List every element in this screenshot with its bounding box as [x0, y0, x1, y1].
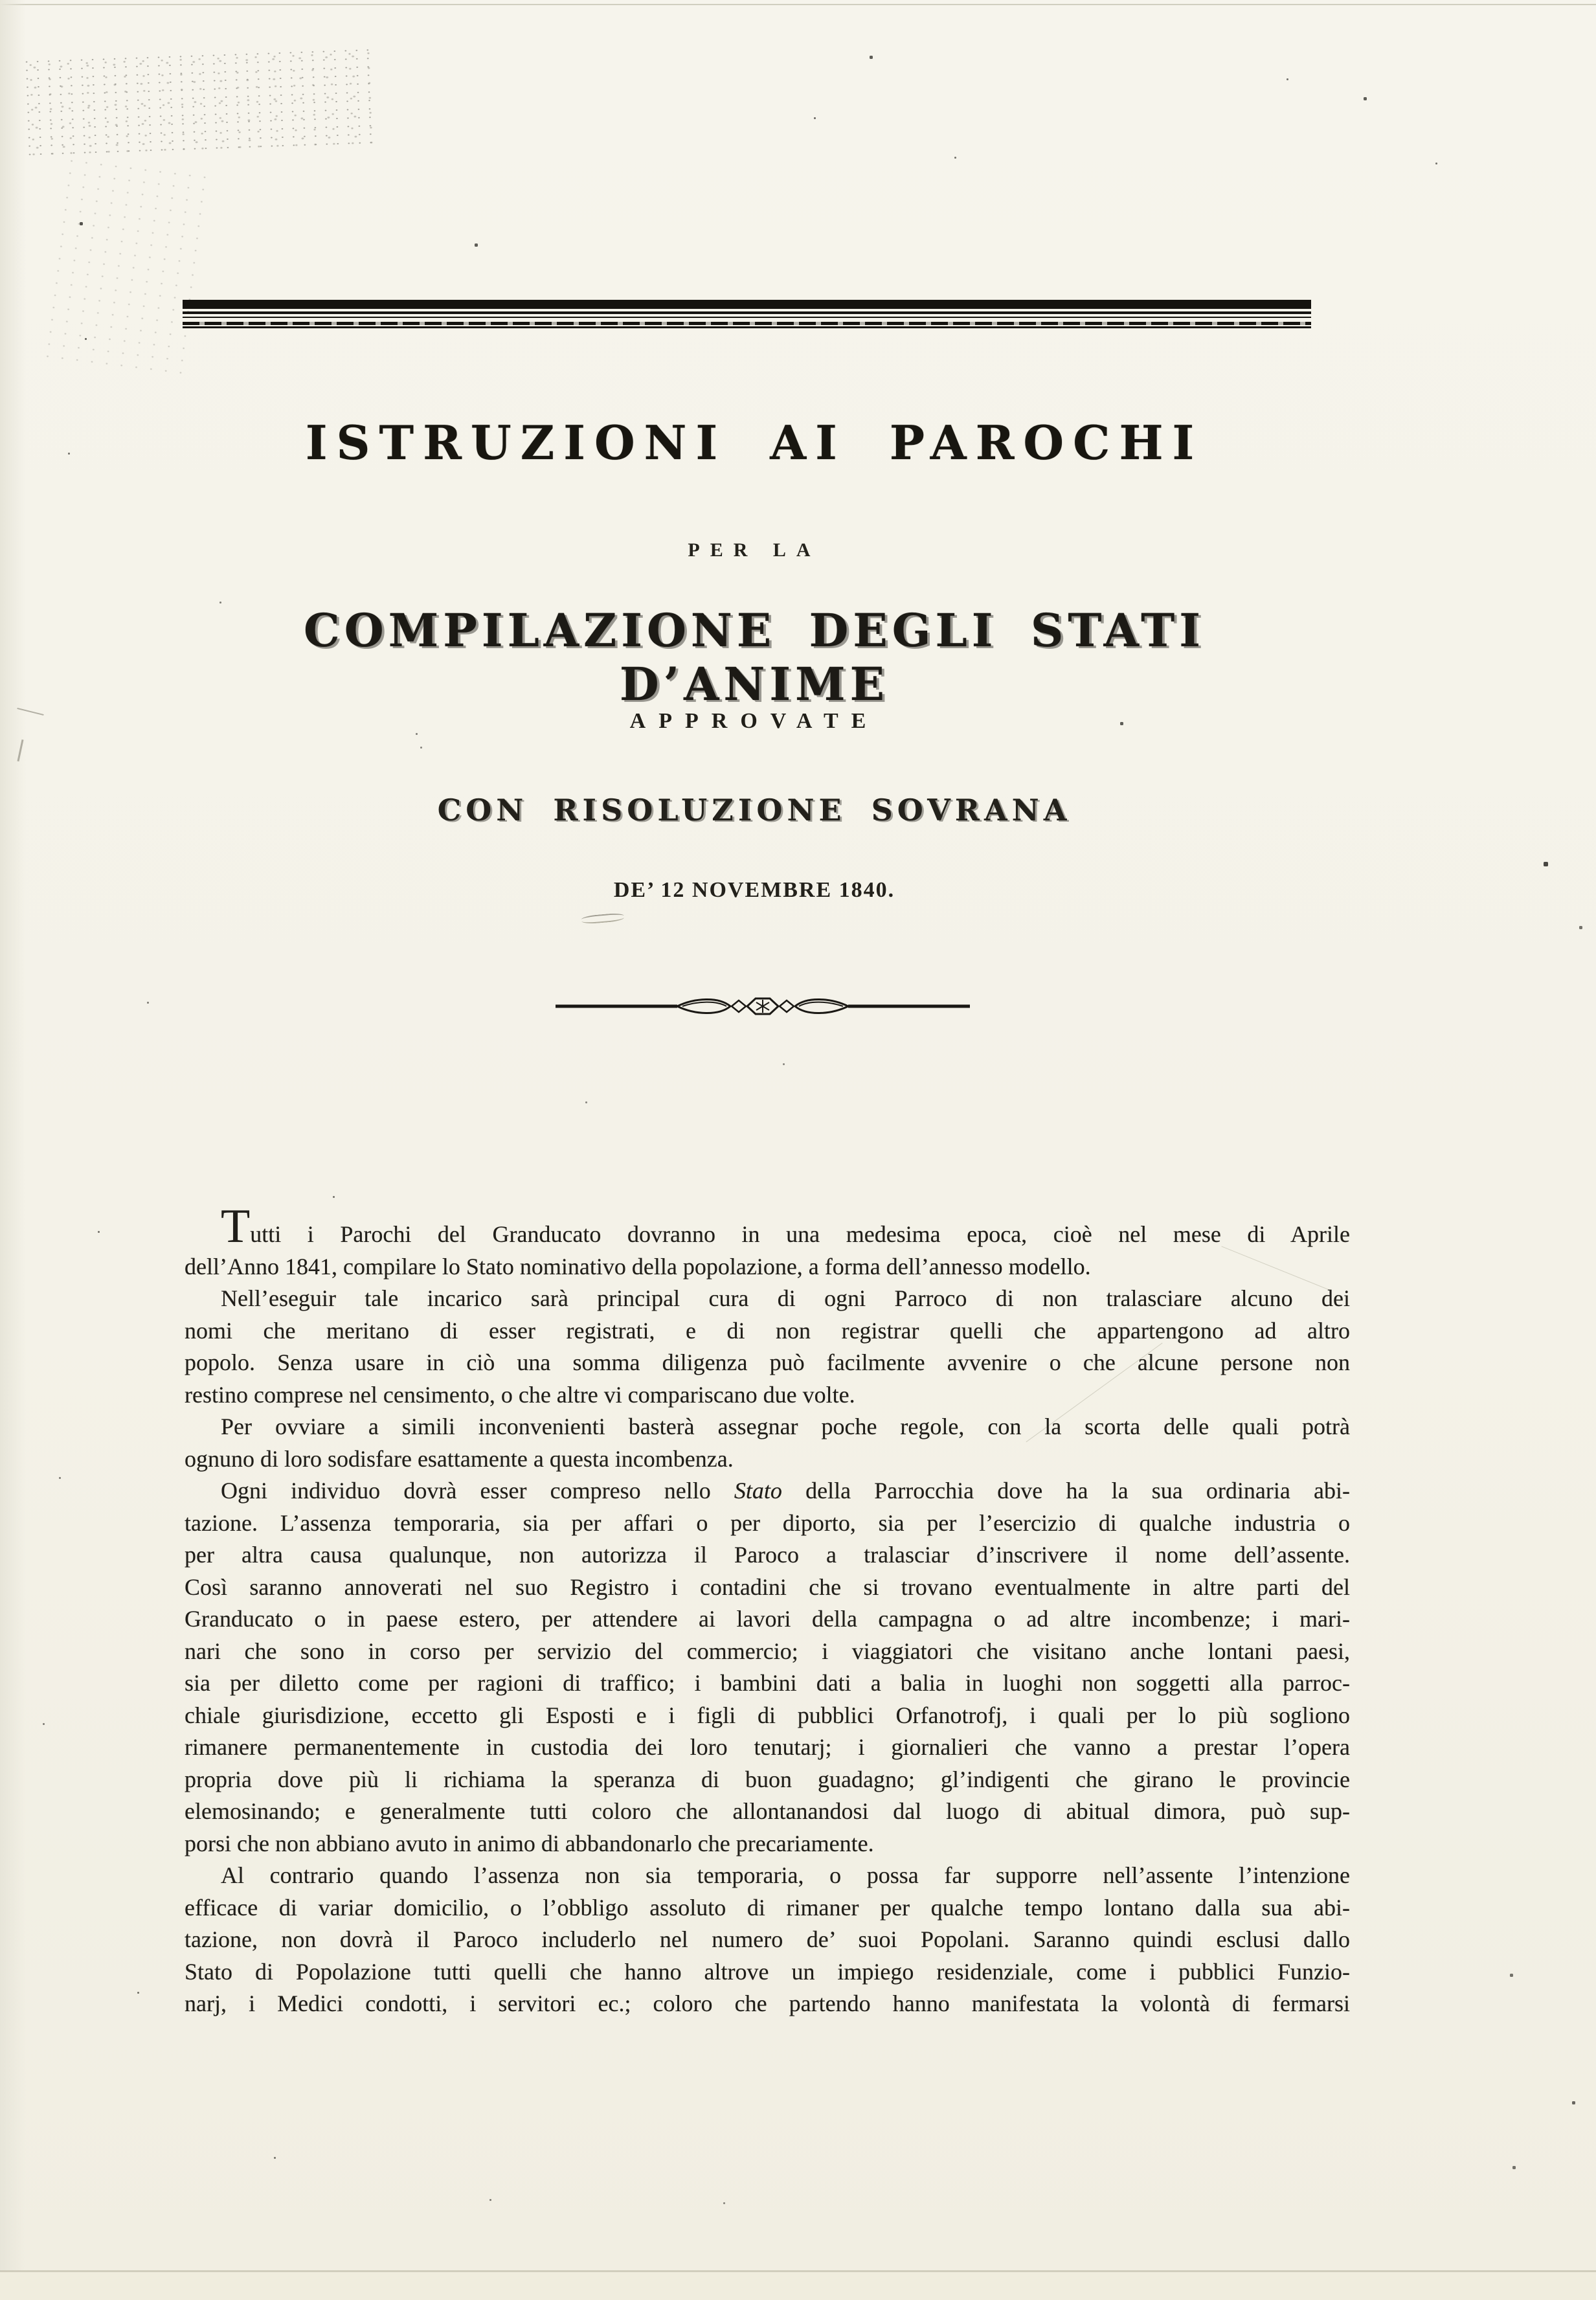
text-line: propria dove più li richiama la speranza di buon guadagno; gl’indigenti che girano le provincie: [185, 1766, 1350, 1792]
text-line: Ogni individuo dovrà esser compreso nello Stato della Parrocchia dove ha la sua ordinaria abi-: [221, 1478, 1350, 1504]
text-line: Nell’eseguir tale incarico sarà principal cura di ogni Parroco di non tralasciare alcuno dei: [221, 1285, 1350, 1311]
text-line: narj, i Medici condotti, i servitori ec.; coloro che partendo hanno manifestata la volontà di fermarsi: [185, 1990, 1350, 2016]
date-smudge-mark: [581, 912, 625, 925]
initial-capital: T: [221, 1200, 251, 1253]
paragraph: [185, 1860, 1350, 2020]
text-line: Stato di Popolazione tutti quelli che hanno altrove un impiego residenziale, come i pubblici Funzio-: [185, 1958, 1350, 1985]
paragraph: [185, 1411, 1350, 1475]
text-line: per altra causa qualunque, non autorizza il Paroco a tralasciar d’inscrivere il nome dell’assente.: [185, 1542, 1350, 1568]
text-line: tazione. L’assenza temporaria, sia per affari o per diporto, sia per l’esercizio di qualche industria o: [185, 1509, 1350, 1536]
text-line: sia per diletto come per ragioni di traffico; i bambini dati a balia in luoghi non soggetti alla parroc-: [185, 1670, 1350, 1696]
text-line: nomi che meritano di esser registrati, e di non registrar quelli che appartengono ad altro: [185, 1317, 1350, 1344]
text-line: Per ovviare a simili inconvenienti basterà assegnar poche regole, con la scorta delle quali potrà: [221, 1414, 1350, 1439]
page-edge-left: [0, 0, 26, 2300]
text-line: dell’Anno 1841, compilare lo Stato nominativo della popolazione, a forma dell’annesso modello.: [185, 1253, 1091, 1280]
text-line: Al contrario quando l’assenza non sia temporaria, o possa far supporre nell’assente l’intenzione: [221, 1862, 1350, 1888]
text-line: restino comprese nel censimento, o che altre vi compariscano due volte.: [185, 1381, 855, 1408]
text-line: nari che sono in corso per servizio del commercio; i viaggiatori che visitano anche lontani paesi,: [185, 1638, 1350, 1664]
page-foot-strip: [0, 2272, 1596, 2300]
scan-noise-patch: [39, 154, 206, 377]
date-line: DE’ 12 NOVEMBRE 1840.: [613, 878, 895, 902]
text-line: Granducato o in paese estero, per attendere ai lavori della campagna o ad altre incombenze; i mari-: [185, 1606, 1350, 1632]
ornament-divider: [556, 992, 970, 1020]
text-line: elemosinando; e generalmente tutti coloro che allontanandosi dal luogo di abitual dimora, può sup-: [185, 1798, 1350, 1824]
approvate-label: APPROVATE: [629, 709, 879, 733]
resolution-line: CON RISOLUZIONE SOVRANA: [437, 793, 1072, 828]
page-title: ISTRUZIONI AI PAROCHI: [305, 415, 1204, 470]
subtitle-per-la: PER LA: [688, 539, 821, 561]
text-line: popolo. Senza usare in ciò una somma diligenza può facilmente avvenire o che alcune persone non: [185, 1349, 1350, 1375]
paragraph: [185, 1283, 1350, 1411]
text-line: Tutti i Parochi del Granducato dovranno in una medesima epoca, cioè nel mese di Aprile: [221, 1200, 1350, 1253]
document-body: [185, 1200, 1350, 2020]
text-line: porsi che non abbiano avuto in animo di abbandonarlo che precariamente.: [185, 1830, 874, 1856]
page-edge-top: [0, 4, 1596, 5]
scan-noise-patch: [21, 46, 374, 162]
masthead-rule: [183, 300, 1311, 328]
paragraph: [185, 1475, 1350, 1860]
text-line: Così saranno annoverati nel suo Registro i contadini che si trovano eventualmente in altre parti del: [185, 1573, 1350, 1600]
text-line: rimanere permanentemente in custodia dei loro tenutarj; i giornalieri che vanno a prestar l’opera: [185, 1734, 1350, 1760]
text-line: ognuno di loro sodisfare esattamente a questa incombenza.: [185, 1445, 734, 1472]
text-line: efficace di variar domicilio, o l’obbligo assoluto di rimaner per qualche tempo lontano dalla sua abi-: [185, 1894, 1350, 1921]
text-line: chiale giurisdizione, eccetto gli Esposti e i figli di pubblici Orfanotrofj, i quali per lo più sogliono: [185, 1702, 1350, 1728]
paragraph: [185, 1200, 1350, 1283]
text-line: tazione, non dovrà il Paroco includerlo nel numero de’ suoi Popolani. Saranno quindi esclusi dallo: [185, 1926, 1350, 1952]
scan-speckles: [0, 0, 1, 1]
ornate-title: COMPILAZIONE DEGLI STATI D’ANIME: [304, 603, 1205, 711]
